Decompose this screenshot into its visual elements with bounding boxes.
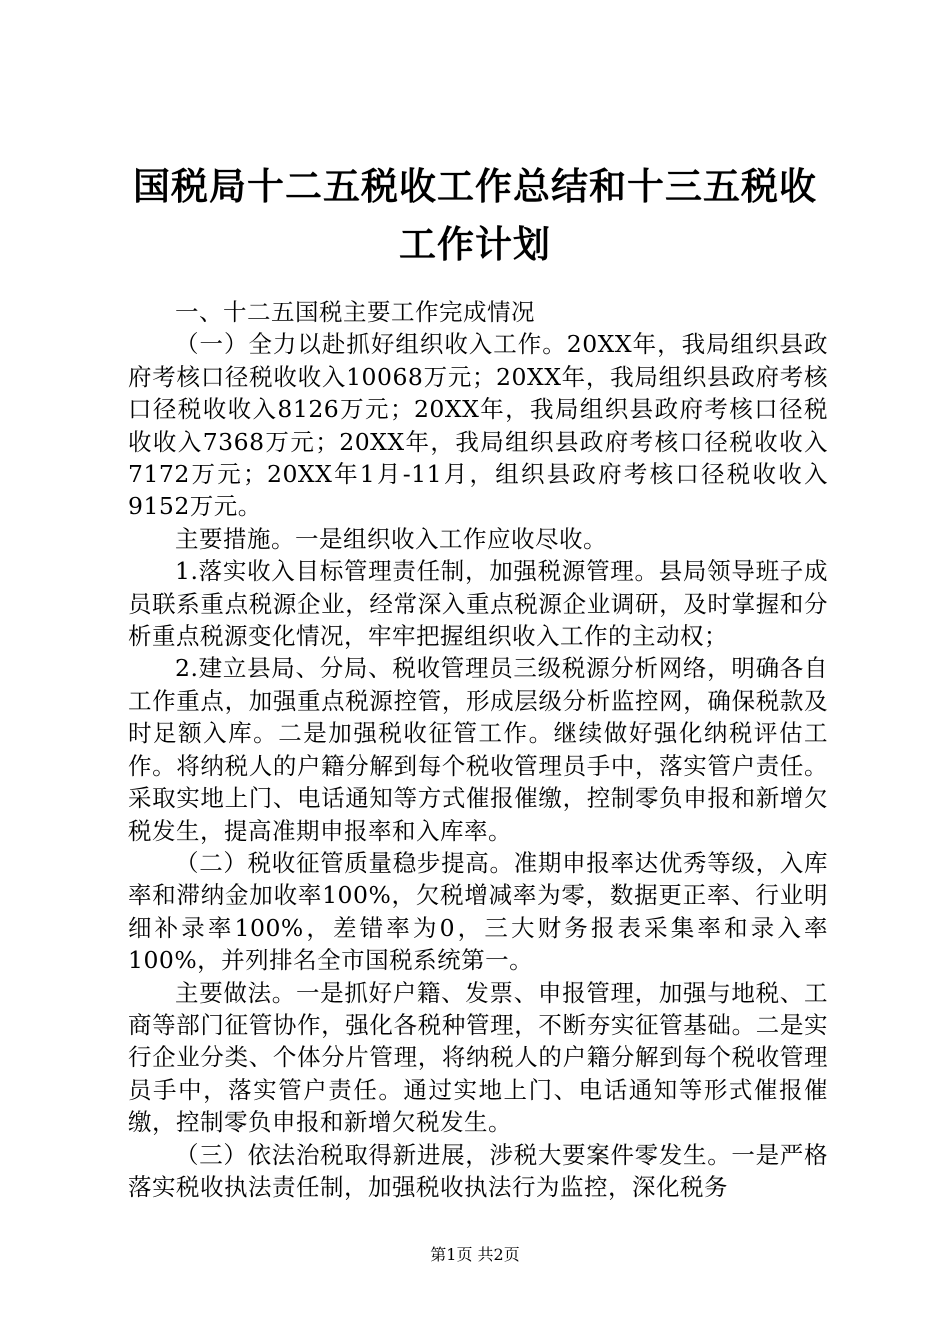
- paragraph: （三）依法治税取得新进展，涉税大要案件零发生。一是严格落实税收执法责任制，加强税收执法行为监控，深化税务: [128, 1140, 828, 1201]
- paragraph: 2.建立县局、分局、税收管理员三级税源分析网络，明确各自工作重点，加强重点税源控管，形成层级分析监控网，确保税款及时足额入库。二是加强税收征管工作。继续做好强化纳税评估工作。将纳税人的户籍分解到每个税收管理员手中，落实管户责任。采取实地上门、电话通知等方式催报催缴，控制零负申报和新增欠税发生，提高准期申报率和入库率。: [128, 654, 828, 845]
- paragraph: 主要措施。一是组织收入工作应收尽收。: [175, 524, 607, 553]
- section-heading: 一、十二五国税主要工作完成情况: [175, 298, 535, 326]
- page-footer: 第1页 共2页: [430, 1245, 520, 1264]
- paragraph: 1.落实收入目标管理责任制，加强税源管理。县局领导班子成员联系重点税源企业，经常深入重点税源企业调研，及时掌握和分析重点税源变化情况，牢牢把握组织收入工作的主动权；: [128, 557, 828, 651]
- paragraph: （二）税收征管质量稳步提高。准期申报率达优秀等级，入库率和滞纳金加收率100%，欠税增减率为零，数据更正率、行业明细补录率100%，差错率为0，三大财务报表采集率和录入率100%，并列排名全市国税系统第一。: [128, 848, 828, 975]
- document-body: [128, 296, 828, 1203]
- paragraph: 主要做法。一是抓好户籍、发票、申报管理，加强与地税、工商等部门征管协作，强化各税种管理，不断夯实征管基础。二是实行企业分类、个体分片管理，将纳税人的户籍分解到每个税收管理员手中，落实管户责任。通过实地上门、电话通知等形式催报催缴，控制零负申报和新增欠税发生。: [128, 978, 828, 1137]
- paragraph: （一）全力以赴抓好组织收入工作。20XX年，我局组织县政府考核口径税收收入10068万元；20XX年，我局组织县政府考核口径税收收入8126万元；20XX年，我局组织县政府考核口径税收收入7368万元；20XX年，我局组织县政府考核口径税收收入7172万元；20XX年1月-11月，组织县政府考核口径税收收入9152万元。: [128, 330, 828, 521]
- document-title: 国税局十二五税收工作总结和十三五税收工作计划: [133, 165, 817, 266]
